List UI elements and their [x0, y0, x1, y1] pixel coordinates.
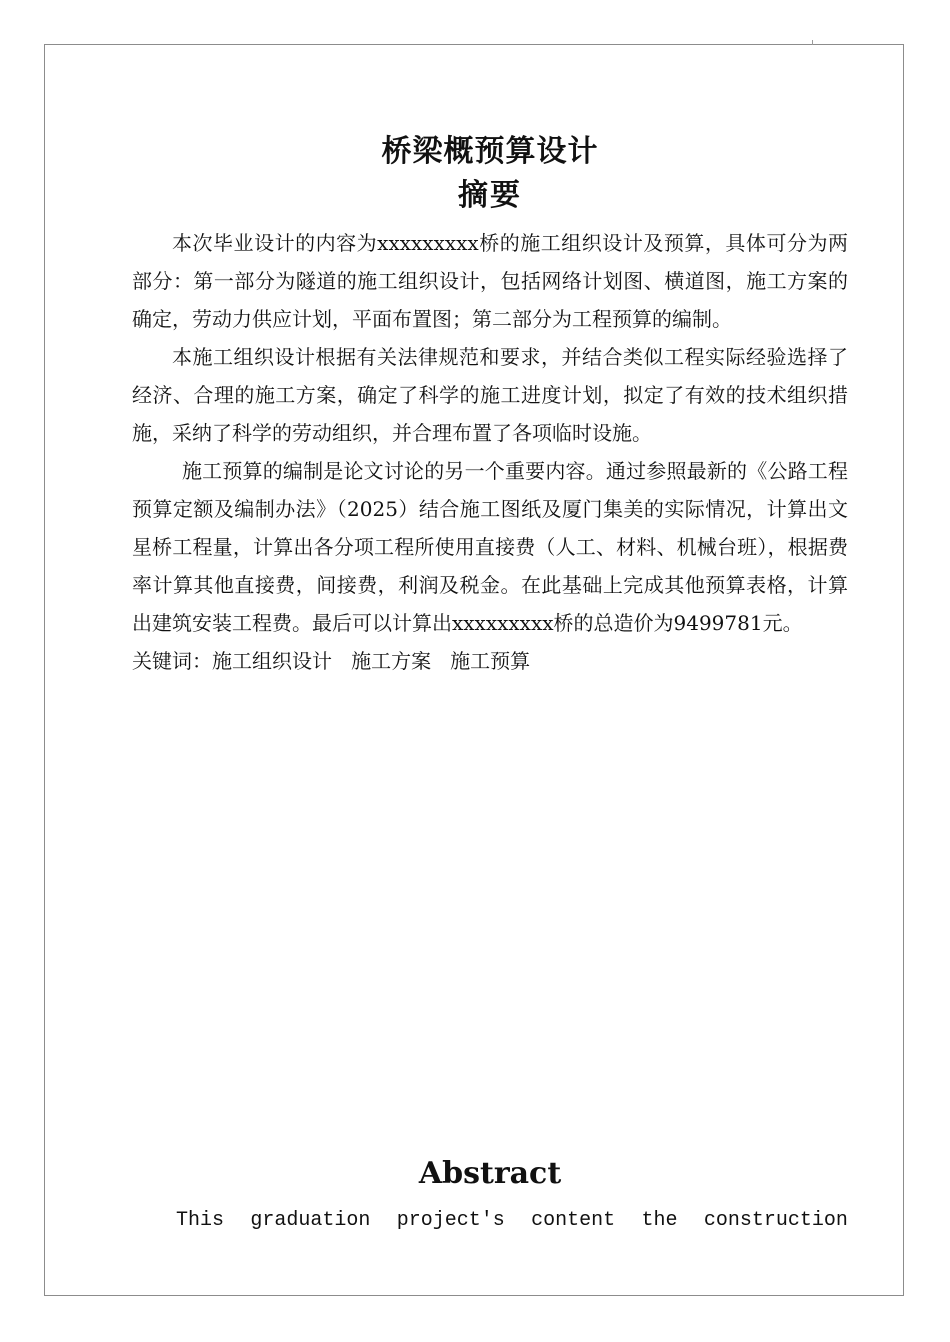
- english-abstract-section: [132, 1152, 848, 1240]
- document-title: 桥梁概预算设计: [381, 134, 599, 169]
- keywords-line: 关键词：施工组织设计 施工方案 施工预算: [132, 649, 531, 673]
- abstract-word: construction: [703, 1209, 848, 1232]
- chinese-abstract-section: [132, 130, 848, 680]
- abstract-word: content: [531, 1209, 616, 1232]
- paragraph-2: 本施工组织设计根据有关法律规范和要求，并结合类似工程实际经验选择了经济、合理的施工方案，确定了科学的施工进度计划，拟定了有效的技术组织措施，采纳了科学的劳动组织，并合理布置了各项临时设施。: [132, 345, 848, 445]
- abstract-first-line: [132, 1202, 848, 1240]
- paragraph-3: 施工预算的编制是论文讨论的另一个重要内容。通过参照最新的《公路工程预算定额及编制办法》（2025）结合施工图纸及厦门集美的实际情况，计算出文星桥工程量，计算出各分项工程所使用直接费（人工、材料、机械台班），根据费率计算其他直接费，间接费，利润及税金。在此基础上完成其他预算表格，计算出建筑安装工程费。最后可以计算出xxxxxxxxx桥的总造价为9499781元。: [132, 459, 848, 635]
- abstract-word: This: [176, 1209, 225, 1232]
- abstract-word: project's: [396, 1209, 505, 1232]
- abstract-word: the: [641, 1209, 678, 1232]
- abstract-word: graduation: [250, 1209, 371, 1232]
- paragraph-1: 本次毕业设计的内容为xxxxxxxxx桥的施工组织设计及预算，具体可分为两部分：第一部分为隧道的施工组织设计，包括网络计划图、横道图，施工方案的确定，劳动力供应计划，平面布置图；第二部分为工程预算的编制。: [132, 231, 848, 331]
- abstract-heading-cn: 摘要: [458, 178, 522, 213]
- abstract-heading-en: Abstract: [418, 1156, 562, 1191]
- corner-mark: [812, 40, 813, 45]
